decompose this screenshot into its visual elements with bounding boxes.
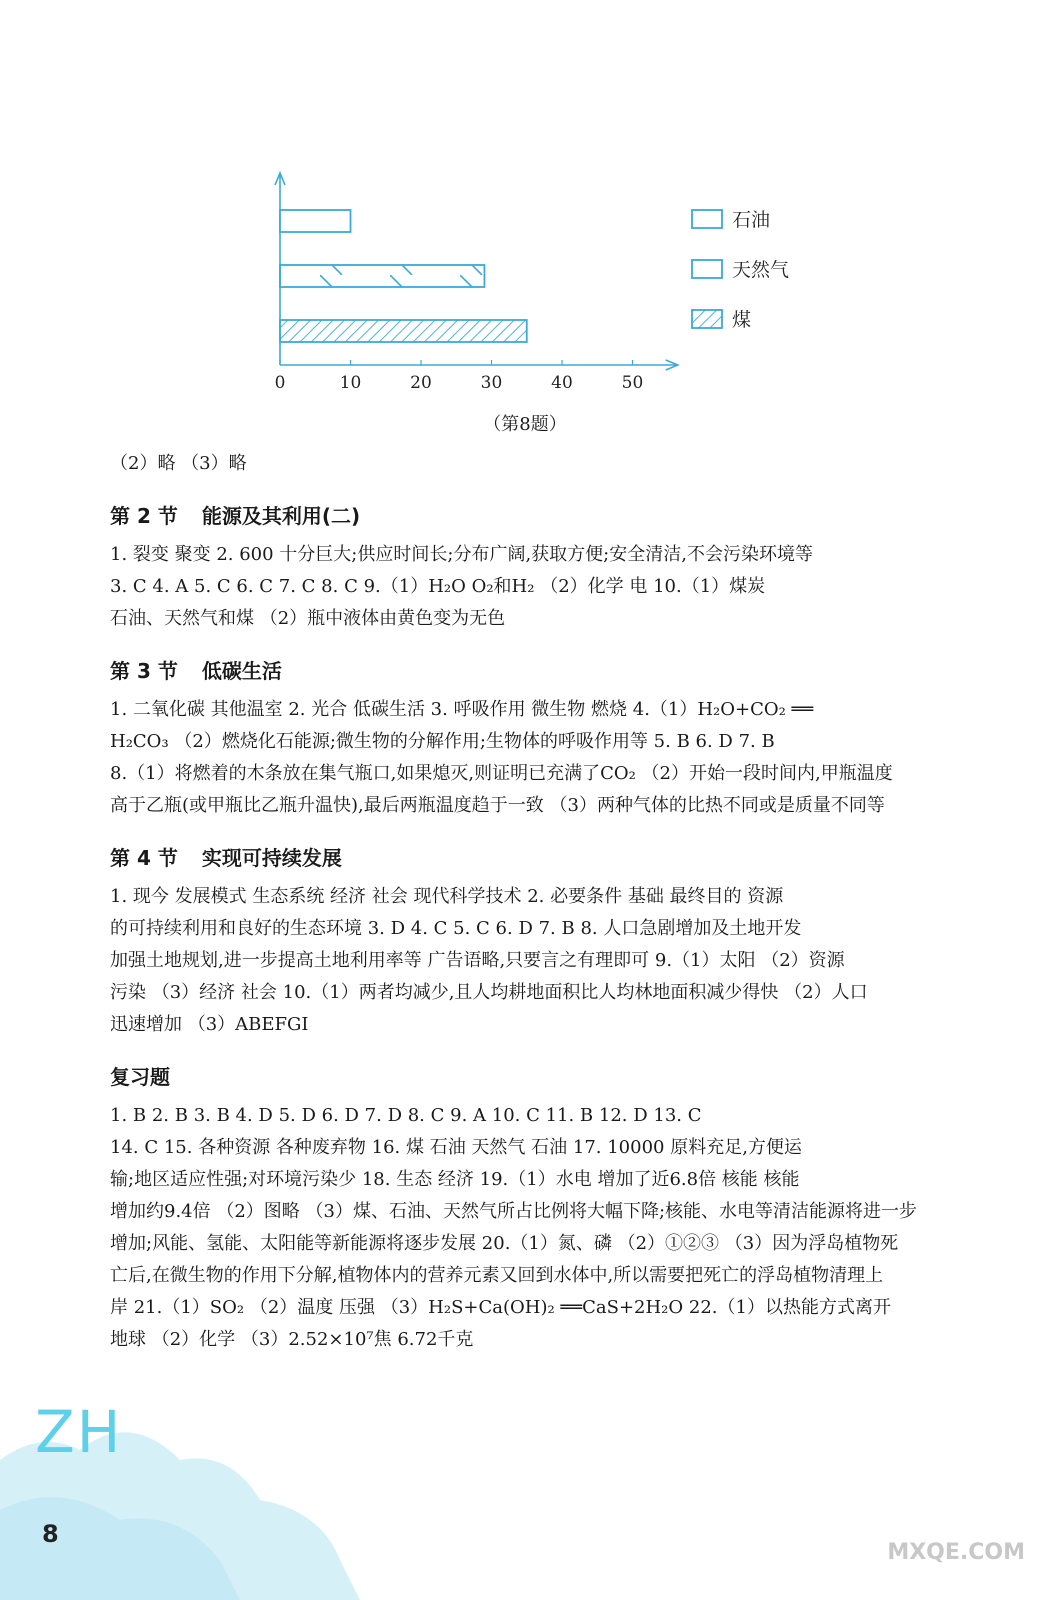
- x-tick-label: 10: [339, 373, 362, 393]
- answer-line: 增加约9.4倍 （2）图略 （3）煤、石油、天然气所占比例将大幅下降;核能、水电等清洁能源将进一步: [110, 1201, 918, 1222]
- answer-line: 3. C 4. A 5. C 6. C 7. C 8. C 9.（1）H₂O O₂和H₂ （2）化学 电 10.（1）煤炭: [110, 576, 766, 597]
- legend-swatch: [692, 260, 722, 278]
- section-title: 低碳生活: [201, 659, 282, 683]
- legend-label: 石油: [732, 209, 771, 231]
- answer-line: 输;地区适应性强;对环境污染少 18. 生态 经济 19.（1）水电 增加了近6.8倍 核能 核能: [110, 1169, 800, 1190]
- legend-label: 煤: [732, 309, 752, 331]
- answer-line: 岸 21.（1）SO₂ （2）温度 压强 （3）H₂S+Ca(OH)₂ ══CaS+2H₂O 22.（1）以热能方式离开: [110, 1297, 891, 1318]
- answer-line: 增加;风能、氢能、太阳能等新能源将逐步发展 20.（1）氮、磷 （2）①②③ （3）因为浮岛植物死: [110, 1233, 899, 1254]
- legend-swatch: [692, 310, 722, 328]
- answer-line: 1. B 2. B 3. B 4. D 5. D 6. D 7. D 8. C 9. A 10. C 11. B 12. D 13. C: [110, 1105, 702, 1126]
- answer-line: 8.（1）将燃着的木条放在集气瓶口,如果熄灭,则证明已充满了CO₂ （2）开始一段时间内,甲瓶温度: [110, 763, 893, 784]
- section-heading: [110, 1061, 980, 1090]
- x-tick-label: 40: [551, 373, 573, 393]
- watermark: MXQE.COM: [887, 1540, 1025, 1565]
- answer-line: 的可持续利用和良好的生态环境 3. D 4. C 5. C 6. D 7. B 8. 人口急剧增加及土地开发: [110, 918, 802, 939]
- answer-line: 加强土地规划,进一步提高土地利用率等 广告语略,只要言之有理即可 9.（1）太阳 （2）资源: [110, 950, 845, 971]
- bar-gas: [280, 265, 484, 287]
- section-heading: [110, 842, 980, 871]
- figure-caption: （第8题）: [483, 414, 567, 435]
- answer-content: [110, 448, 980, 1356]
- x-tick-label: 0: [274, 373, 286, 393]
- legend-label: 天然气: [732, 259, 790, 281]
- page-number: 8: [42, 1520, 59, 1548]
- answer-line: 14. C 15. 各种资源 各种废弃物 16. 煤 石油 天然气 石油 17. 10000 原料充足,方便运: [110, 1137, 802, 1158]
- section-number: 第 3 节: [110, 659, 178, 683]
- answer-line: 石油、天然气和煤 （2）瓶中液体由黄色变为无色: [110, 608, 506, 629]
- bar-coal: [280, 320, 527, 342]
- answer-line: 1. 二氧化碳 其他温室 2. 光合 低碳生活 3. 呼吸作用 微生物 燃烧 4.（1）H₂O+CO₂ ══: [110, 699, 814, 720]
- section-number: 第 4 节: [110, 846, 178, 870]
- answer-line: H₂CO₃ （2）燃烧化石能源;微生物的分解作用;生物体的呼吸作用等 5. B 6. D 7. B: [110, 731, 775, 752]
- answer-line: 迅速增加 （3）ABEFGI: [110, 1014, 309, 1035]
- intro-line: （2）略 （3）略: [110, 453, 247, 474]
- x-tick-label: 50: [621, 373, 644, 393]
- section-title: 实现可持续发展: [201, 846, 342, 870]
- section-heading: [110, 655, 980, 684]
- answer-line: 地球 （2）化学 （3）2.52×10⁷焦 6.72千克: [110, 1329, 474, 1350]
- bar-chart: [250, 165, 810, 435]
- answer-line: 1. 现今 发展模式 生态系统 经济 社会 现代科学技术 2. 必要条件 基础 最终目的 资源: [110, 886, 784, 907]
- section-title: 能源及其利用(二): [201, 504, 361, 528]
- section-title: 复习题: [110, 1065, 170, 1089]
- x-tick-label: 30: [480, 373, 503, 393]
- section-number: 第 2 节: [110, 504, 178, 528]
- x-tick-label: 20: [410, 373, 432, 393]
- legend-swatch: [692, 210, 722, 228]
- sections: [110, 500, 980, 1356]
- zh-logo: ZH: [35, 1398, 123, 1466]
- answer-line: 高于乙瓶(或甲瓶比乙瓶升温快),最后两瓶温度趋于一致 （3）两种气体的比热不同或是质量不同等: [110, 795, 885, 816]
- answer-line: 污染 （3）经济 社会 10.（1）两者均减少,且人均耕地面积比人均林地面积减少得快 （2）人口: [110, 982, 868, 1003]
- section-heading: [110, 500, 980, 529]
- bar-oil: [280, 210, 351, 232]
- answer-line: 亡后,在微生物的作用下分解,植物体内的营养元素又回到水体中,所以需要把死亡的浮岛植物清理上: [110, 1265, 884, 1286]
- answer-line: 1. 裂变 聚变 2. 600 十分巨大;供应时间长;分布广阔,获取方便;安全清洁,不会污染环境等: [110, 544, 813, 565]
